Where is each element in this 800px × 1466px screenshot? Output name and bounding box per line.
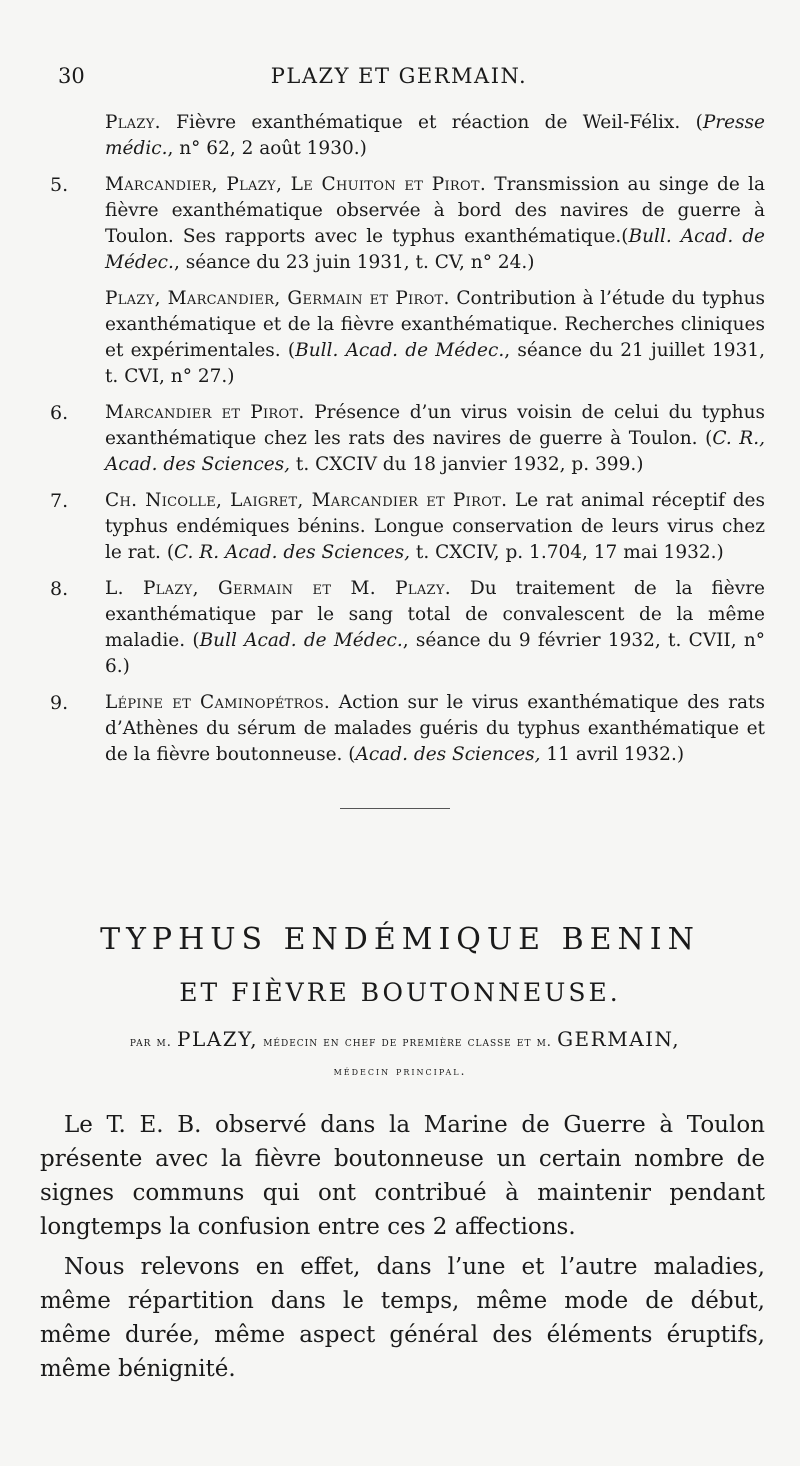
reference-source: Bull. Acad. de Médec. <box>295 340 505 361</box>
reference-text: Action sur le virus exanthématique des rats d’Athènes du sérum de malades guéris du typhus exanthématique et de la fièvre boutonneuse. ( <box>105 692 765 765</box>
reference-text: Transmission au singe de la fièvre exanthématique observée à bord des navires de guerre à Toulon. Ses rapports avec le typhus exanthématique.( <box>105 174 765 247</box>
reference-text: Le rat animal réceptif des typhus endémiques bénins. Longue conservation de leurs virus chez le rat. ( <box>105 490 765 563</box>
reference-authors: Lépine et Caminopétros. <box>105 692 331 713</box>
reference-source: C. R., Acad. des Sciences, <box>105 428 765 475</box>
reference-item <box>50 690 765 768</box>
article-subtitle: ET FIÈVRE BOUTONNEUSE. <box>179 978 621 1007</box>
reference-tail: t. CXCIV du 18 janvier 1932, p. 399.) <box>290 454 644 475</box>
article-body <box>40 1108 765 1392</box>
author-role: médecin principal. <box>333 1064 467 1078</box>
reference-authors: Plazy. <box>105 112 161 133</box>
reference-item <box>50 400 765 478</box>
reference-text: Contribution à l’étude du typhus exanthématique et de la fièvre exanthématique. Recherches cliniques et expérimentales. ( <box>105 288 765 361</box>
reference-list <box>50 110 765 778</box>
reference-tail: t. CXCIV, p. 1.704, 17 mai 1932.) <box>410 542 724 563</box>
author-role: médecin en chef de première classe et m. <box>263 1035 552 1050</box>
reference-tail: , séance du 23 juin 1931, t. CV, n° 24.) <box>173 252 535 273</box>
reference-item <box>50 110 765 162</box>
author-name: PLAZY, <box>177 1027 259 1051</box>
author-name: GERMAIN, <box>557 1027 681 1051</box>
running-title: PLAZY ET GERMAIN. <box>270 64 528 88</box>
reference-number: 5. <box>50 174 69 196</box>
reference-item <box>50 286 765 390</box>
reference-authors: Marcandier et Pirot. <box>105 402 305 423</box>
reference-tail: , n° 62, 2 août 1930.) <box>167 138 367 159</box>
byline-prefix: par m. <box>129 1035 172 1050</box>
reference-text: Présence d’un virus voisin de celui du typhus exanthématique chez les rats des navires de guerre à Toulon. ( <box>105 402 765 449</box>
reference-authors: Plazy, Marcandier, Germain et Pirot. <box>105 288 450 309</box>
article-title: TYPHUS ENDÉMIQUE BENIN <box>100 922 700 957</box>
page-number: 30 <box>58 64 85 88</box>
reference-tail: , séance du 21 juillet 1931, t. CVI, n° 27.) <box>105 340 765 387</box>
reference-item <box>50 576 765 680</box>
section-divider <box>340 808 450 809</box>
reference-authors: Marcandier, Plazy, Le Chuiton et Pirot. <box>105 174 487 195</box>
reference-text: Du traitement de la fièvre exanthématique par le sang total de convalescent de la même maladie. ( <box>105 578 765 651</box>
reference-tail: 11 avril 1932.) <box>540 744 685 765</box>
reference-item <box>50 172 765 276</box>
reference-number: 8. <box>50 578 69 600</box>
reference-source: C. R. Acad. des Sciences, <box>174 542 411 563</box>
byline <box>70 1025 740 1057</box>
reference-number: 7. <box>50 490 69 512</box>
reference-source: Bull. Acad. de Médec. <box>105 226 766 273</box>
reference-number: 6. <box>50 402 69 424</box>
reference-source: Bull Acad. de Médec. <box>199 630 403 651</box>
paragraph: Nous relevons en effet, dans l’une et l’autre maladies, même répartition dans le temps, même mode de début, même durée, même aspect général des éléments éruptifs, même bénignité. <box>40 1254 765 1382</box>
reference-source: Presse médic. <box>105 112 765 159</box>
reference-tail: , séance du 9 février 1932, t. CVII, n° 6.) <box>105 630 765 677</box>
reference-number: 9. <box>50 692 69 714</box>
reference-item <box>50 488 765 566</box>
running-head <box>58 64 740 94</box>
reference-authors: Ch. Nicolle, Laigret, Marcandier et Pirot. <box>105 490 508 511</box>
reference-authors: L. Plazy, Germain et M. Plazy. <box>105 578 451 599</box>
reference-text: Fièvre exanthématique et réaction de Weil-Félix. ( <box>160 112 703 133</box>
reference-source: Acad. des Sciences, <box>355 744 541 765</box>
paragraph: Le T. E. B. observé dans la Marine de Guerre à Toulon présente avec la fièvre boutonneuse un certain nombre de signes communs qui ont contribué à maintenir pendant longtemps la confusion entre ces 2 affections. <box>40 1112 765 1240</box>
